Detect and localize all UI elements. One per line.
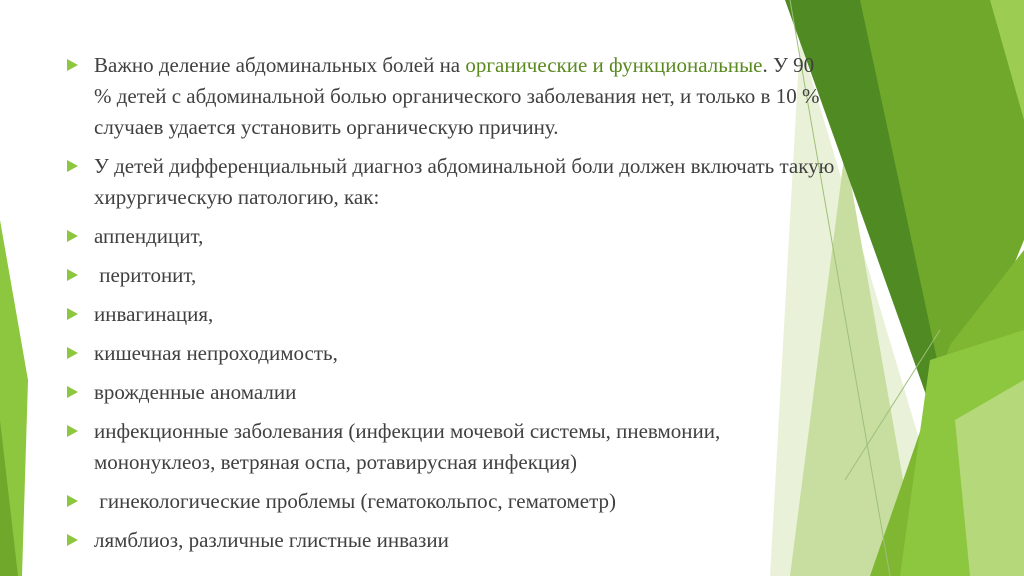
bullet-text: инвагинация,: [94, 302, 214, 326]
bullet-text: кишечная непроходимость,: [94, 341, 338, 365]
bullet-item: [66, 338, 836, 369]
bullet-item: [66, 50, 836, 143]
bullet-text: гинекологические проблемы (гематокольпос, гематометр): [94, 489, 617, 513]
bullet-text: врожденные аномалии: [94, 380, 297, 404]
bullet-text-post: . У 90 % детей с абдоминальной болью органического заболевания нет, и только в 10 % случаев удается установить органическую причину.: [94, 53, 820, 139]
bullet-text: У детей дифференциальный диагноз абдоминальной боли должен включать такую хирургическую патологию, как:: [94, 154, 835, 209]
bullet-arrow-icon: [67, 347, 78, 359]
bullet-text: лямблиоз, различные глистные инвазии: [94, 528, 449, 552]
bullet-item: [66, 299, 836, 330]
bullet-text-pre: Важно деление абдоминальных болей на: [94, 53, 466, 77]
bullet-arrow-icon: [67, 308, 78, 320]
bullet-item: [66, 416, 836, 478]
bullet-arrow-icon: [67, 495, 78, 507]
bullet-item: [66, 377, 836, 408]
bullet-arrow-icon: [67, 160, 78, 172]
bullet-item: [66, 260, 836, 291]
bullet-arrow-icon: [67, 230, 78, 242]
bullet-arrow-icon: [67, 59, 78, 71]
bullet-item: [66, 486, 836, 517]
bullet-text: аппендицит,: [94, 224, 204, 248]
bullet-item: [66, 151, 836, 213]
bullet-item: [66, 221, 836, 252]
bullet-text: инфекционные заболевания (инфекции мочевой системы, пневмонии, мононуклеоз, ветряная оспа, ротавирусная инфекция): [94, 419, 721, 474]
bullet-arrow-icon: [67, 534, 78, 546]
bullet-arrow-icon: [67, 386, 78, 398]
bullet-list: [66, 50, 836, 564]
bullet-arrow-icon: [67, 269, 78, 281]
bullet-arrow-icon: [67, 425, 78, 437]
bullet-text-accent: органические и функциональные: [465, 53, 763, 77]
bullet-text: перитонит,: [94, 263, 197, 287]
bullet-item: [66, 525, 836, 556]
